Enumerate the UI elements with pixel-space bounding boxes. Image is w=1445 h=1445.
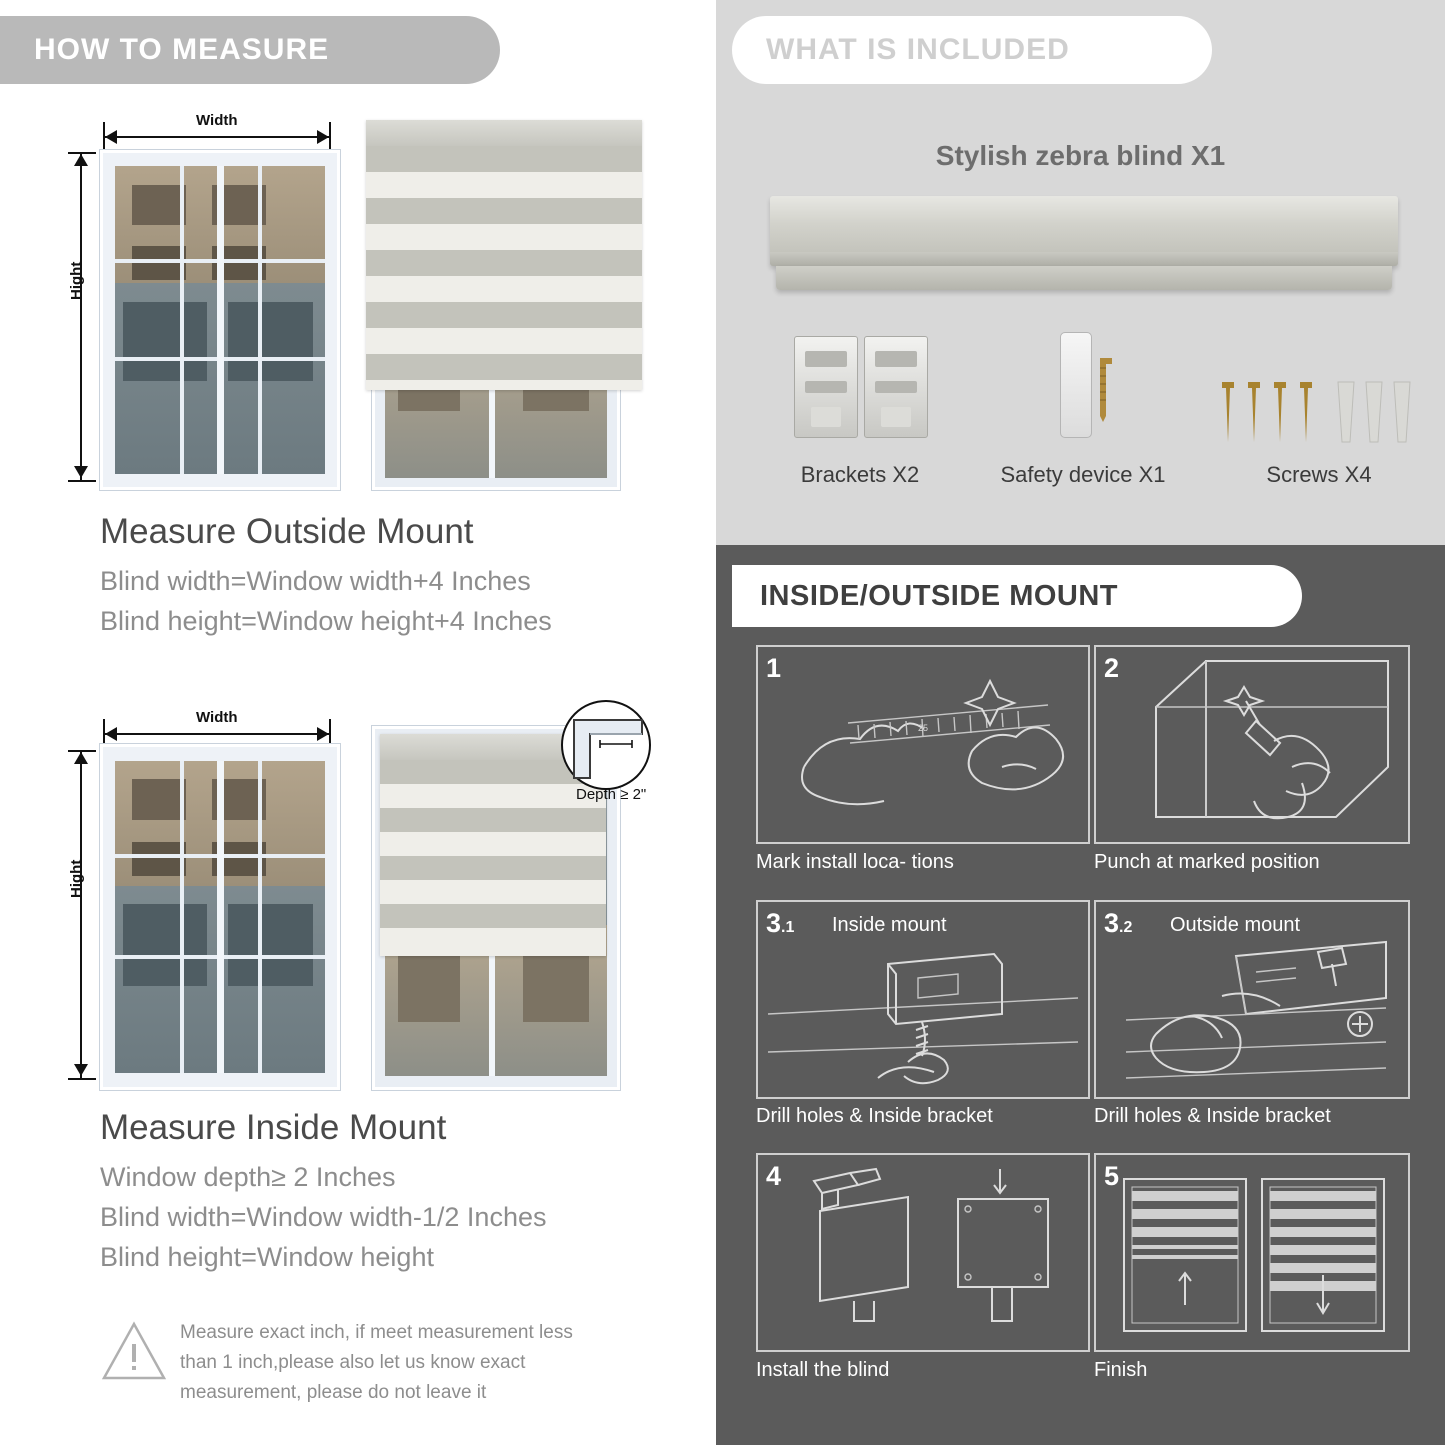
- svg-text:25: 25: [918, 723, 929, 733]
- outside-width-label: Width: [196, 112, 238, 129]
- step-2-box: [1094, 645, 1410, 844]
- step-3-2-illustration: [1096, 902, 1408, 1097]
- step-5-illustration: [1096, 1155, 1408, 1350]
- outside-width-arrow-left: [105, 130, 117, 144]
- step-3-1-inline-label: Inside mount: [832, 914, 947, 936]
- window-glass-inside: [115, 761, 326, 1074]
- inside-outside-mount-panel: [716, 545, 1445, 1445]
- step-3-2-inline-label: Outside mount: [1170, 914, 1301, 936]
- zebra-blind-outside: [366, 120, 642, 390]
- zebra-blind-headrail: [770, 196, 1398, 266]
- brackets-label: Brackets X2: [800, 462, 920, 487]
- screws-label: Screws X4: [1266, 462, 1372, 487]
- step-2-caption: Punch at marked position: [1094, 851, 1320, 873]
- window-illustration-outside: [100, 150, 340, 490]
- step-5-number: 5: [1104, 1161, 1120, 1191]
- warning-triangle-icon: [100, 1318, 168, 1384]
- main-item-label: Stylish zebra blind X1: [935, 140, 1226, 171]
- screws-icon: [1216, 380, 1426, 450]
- safety-device-icon: [1060, 332, 1092, 438]
- inside-mount-line1: Window depth≥ 2 Inches: [100, 1162, 396, 1192]
- depth-label: Depth ≥ 2": [576, 786, 647, 803]
- step-3-1-box: [756, 900, 1090, 1099]
- inside-width-arrow-left: [105, 727, 117, 741]
- how-to-measure-panel: [0, 0, 712, 1445]
- outside-height-arrow-bottom: [74, 466, 88, 478]
- outside-height-dimension-line: [80, 152, 82, 482]
- step-3-1-subnumber: .1: [781, 919, 795, 936]
- bracket-icon-1: [794, 336, 858, 438]
- inside-mount-heading: Measure Inside Mount: [100, 1108, 447, 1147]
- how-to-measure-title: HOW TO MEASURE: [0, 16, 500, 84]
- outside-mount-heading: Measure Outside Mount: [100, 512, 474, 551]
- safety-screw-icon: [1092, 354, 1148, 424]
- step-3-1-illustration: [758, 902, 1088, 1097]
- step-4-caption: Install the blind: [756, 1359, 890, 1381]
- step-4-box: [756, 1153, 1090, 1352]
- what-is-included-title: WHAT IS INCLUDED: [732, 16, 1212, 84]
- step-1-caption: Mark install loca- tions: [756, 851, 954, 873]
- safety-device-label: Safety device X1: [1000, 462, 1166, 487]
- step-5-caption: Finish: [1094, 1359, 1148, 1381]
- inside-height-label: Hight: [68, 859, 85, 898]
- step-3-1-number: 3.1: [766, 908, 795, 938]
- step-2-number: 2: [1104, 653, 1120, 683]
- step-3-2-caption: Drill holes & Inside bracket: [1094, 1105, 1331, 1127]
- step-2-illustration: [1096, 647, 1408, 842]
- outside-mount-line2: Blind height=Window height+4 Inches: [100, 606, 552, 636]
- inside-height-dimension-line: [80, 750, 82, 1080]
- inside-outside-mount-title: INSIDE/OUTSIDE MOUNT: [732, 565, 1302, 627]
- step-3-2-box: [1094, 900, 1410, 1099]
- inside-width-tick-right: [329, 719, 331, 747]
- inside-width-label: Width: [196, 709, 238, 726]
- zebra-blind-bottom-rail: [776, 266, 1392, 290]
- inside-height-tick-bottom: [68, 1078, 96, 1080]
- inside-width-arrow-right: [317, 727, 329, 741]
- step-5-box: [1094, 1153, 1410, 1352]
- step-4-illustration: [758, 1155, 1088, 1350]
- step-1-number: 1: [766, 653, 782, 683]
- outside-width-arrow-right: [317, 130, 329, 144]
- step-3-2-number: 3.2: [1104, 908, 1133, 938]
- inside-height-arrow-bottom: [74, 1064, 88, 1076]
- outside-height-tick-bottom: [68, 480, 96, 482]
- outside-height-arrow-top: [74, 154, 88, 166]
- step-1-illustration: [758, 647, 1088, 842]
- bracket-icon-2: [864, 336, 928, 438]
- step-1-box: [756, 645, 1090, 844]
- inside-width-dimension-line: [103, 733, 331, 735]
- inside-mount-line2: Blind width=Window width-1/2 Inches: [100, 1202, 547, 1232]
- step-3-2-subnumber: .2: [1119, 919, 1133, 936]
- outside-width-dimension-line: [103, 136, 331, 138]
- measure-note: Measure exact inch, if meet measurement less than 1 inch,please also let us know exact measurement, please do not leave it: [180, 1322, 573, 1403]
- outside-height-label: Hight: [68, 261, 85, 300]
- step-4-number: 4: [766, 1161, 782, 1191]
- inside-height-arrow-top: [74, 752, 88, 764]
- inside-mount-line3: Blind height=Window height: [100, 1242, 434, 1272]
- what-is-included-panel: [716, 0, 1445, 545]
- outside-mount-line1: Blind width=Window width+4 Inches: [100, 566, 531, 596]
- step-3-1-caption: Drill holes & Inside bracket: [756, 1105, 993, 1127]
- window-illustration-inside: [100, 744, 340, 1090]
- window-glass: [115, 166, 326, 473]
- outside-width-tick-right: [329, 122, 331, 150]
